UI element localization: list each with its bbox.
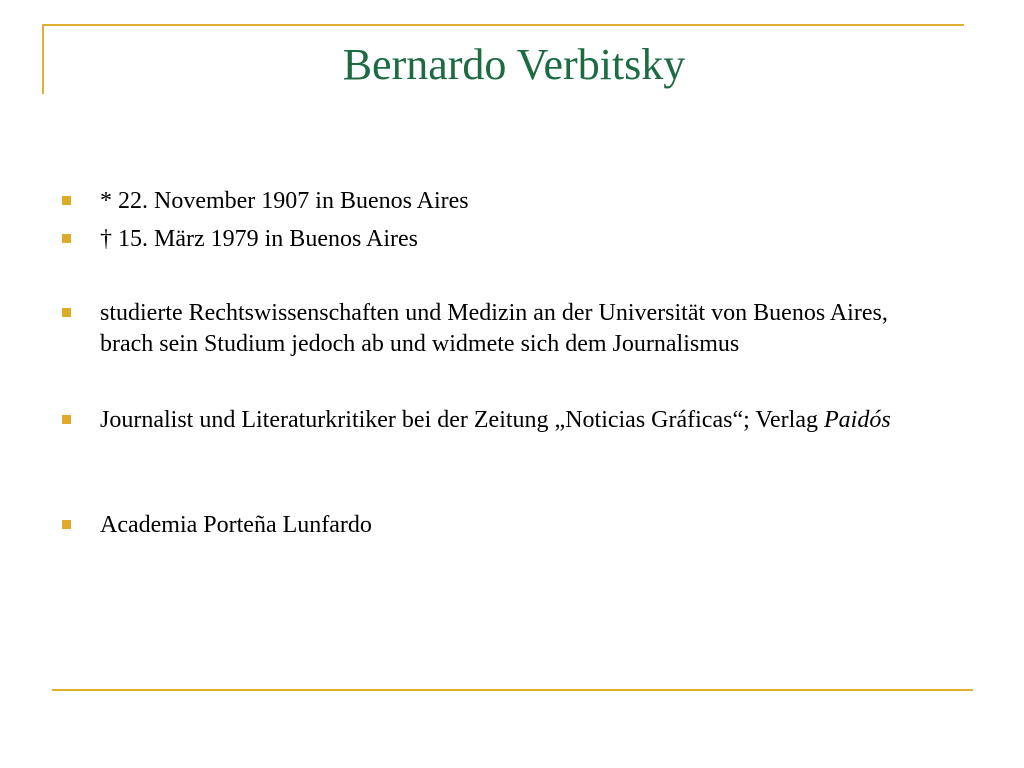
square-bullet-icon xyxy=(62,196,71,205)
bullet-item-death xyxy=(60,224,940,255)
bullet-text-wrapper xyxy=(100,405,940,436)
bullet-item-academy xyxy=(60,510,940,541)
square-bullet-icon xyxy=(62,234,71,243)
frame-top-line xyxy=(42,24,964,26)
bottom-rule-line xyxy=(52,689,973,691)
square-bullet-icon xyxy=(62,308,71,317)
publisher-name: Paidós xyxy=(823,407,891,433)
bullet-item-career xyxy=(60,405,940,436)
square-bullet-icon xyxy=(62,520,71,529)
bullet-item-birth xyxy=(60,186,940,217)
bullet-text: * 22. November 1907 in Buenos Aires xyxy=(100,188,469,214)
bullet-text: † 15. März 1979 in Buenos Aires xyxy=(100,226,418,252)
square-bullet-icon xyxy=(62,415,71,424)
slide-title: Bernardo Verbitsky xyxy=(342,40,686,89)
bullet-text: Journalist und Literaturkritiker bei der Zeitung „Noticias Gráficas“; Verlag xyxy=(100,407,824,433)
bullet-text: Academia Porteña Lunfardo xyxy=(100,512,372,538)
bullet-item-studies xyxy=(60,298,940,360)
bullet-text: studierte Rechtswissenschaften und Medizin an der Universität von Buenos Aires, brach sein Studium jedoch ab und widmete sich dem Journalismus xyxy=(100,300,888,357)
